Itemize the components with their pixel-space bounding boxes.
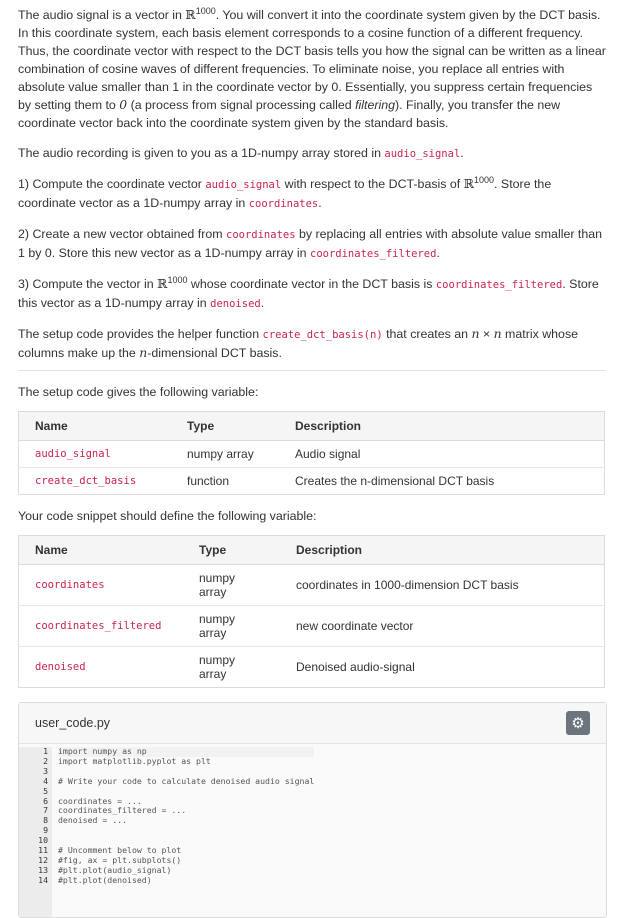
line-number: 10: [38, 835, 48, 846]
table-header-row: [19, 412, 605, 441]
var-coordinates: coordinates: [226, 229, 296, 241]
code-area[interactable]: [52, 747, 314, 917]
editor-filename: user_code.py: [35, 716, 111, 730]
line-number: 7: [43, 805, 48, 816]
section-divider: [18, 370, 606, 371]
var-desc: Denoised audio-signal: [280, 647, 605, 688]
code-line[interactable]: #plt.plot(audio_signal): [58, 864, 172, 875]
line-number: 3: [43, 765, 48, 776]
recording-paragraph: [18, 144, 606, 163]
col-name-header: Name: [19, 536, 184, 565]
dimension-exponent: 1000: [167, 274, 188, 285]
paragraph-text: The audio recording is given to you as a 1D-numpy array stored in: [18, 146, 385, 160]
line-number: 8: [43, 815, 48, 826]
table-header-row: [19, 536, 605, 565]
var-desc: coordinates in 1000-dimension DCT basis: [280, 565, 605, 606]
paragraph-text: .: [460, 146, 464, 160]
editor-header: [19, 703, 606, 744]
step-text: .: [436, 246, 440, 260]
gear-icon: ⚙: [571, 715, 585, 732]
var-denoised: denoised: [210, 298, 261, 310]
line-number-gutter: [19, 747, 52, 917]
var-name: create_dct_basis: [19, 468, 172, 495]
code-line[interactable]: import matplotlib.pyplot as plt: [58, 755, 211, 766]
var-desc: Creates the n-dimensional DCT basis: [279, 468, 605, 495]
var-type: function: [171, 468, 279, 495]
var-name: coordinates_filtered: [19, 606, 184, 647]
var-type: numpy array: [183, 565, 280, 606]
var-coordinates-filtered: coordinates_filtered: [435, 279, 563, 291]
step-text: 3) Compute the vector in: [18, 277, 158, 291]
var-coordinates-filtered: coordinates_filtered: [310, 248, 437, 260]
given-variables-table: [18, 411, 605, 495]
step-text: by replacing all entries with absolute value smaller than 1 by 0. Store this new vector as a 1D-numpy array in: [18, 227, 603, 260]
step-text: with respect to the DCT-basis of: [281, 177, 464, 191]
step-1: [18, 175, 606, 213]
func-create-dct-basis: create_dct_basis(n): [262, 329, 383, 341]
paragraph-text: matrix whose columns make up the: [18, 327, 579, 360]
code-line[interactable]: coordinates = ...: [58, 795, 142, 806]
code-line[interactable]: denoised = ...: [58, 815, 128, 826]
intro-text: ). Finally, you transfer the new coordinate vector back into the coordinate system given by the standard basis.: [18, 98, 561, 130]
paragraph-text: -dimensional DCT basis.: [147, 346, 282, 360]
real-symbol: ℝ: [463, 176, 475, 191]
step-text: 1) Compute the coordinate vector: [18, 177, 206, 191]
var-audio-signal: audio_signal: [384, 148, 461, 160]
n-math: n: [493, 326, 502, 341]
line-number: 5: [43, 785, 48, 796]
step-text: . Store this vector as a 1D-numpy array in: [18, 277, 599, 310]
paragraph-text: that creates an: [382, 327, 472, 341]
table-row: [19, 647, 605, 688]
step-text: .: [318, 196, 322, 210]
define-heading: Your code snippet should define the following variable:: [18, 509, 317, 523]
line-number: 4: [43, 775, 48, 786]
line-number: 2: [43, 755, 48, 766]
n-math: n: [139, 345, 148, 360]
code-line[interactable]: import numpy as np: [58, 747, 314, 757]
var-type: numpy array: [171, 441, 279, 468]
paragraph-text: The setup code provides the helper function: [18, 327, 263, 341]
step-text: whose coordinate vector in the DCT basis is: [187, 277, 436, 291]
line-number: 9: [43, 825, 48, 836]
helper-paragraph: [18, 325, 606, 362]
step-text: 2) Create a new vector obtained from: [18, 227, 226, 241]
n-math: n: [471, 326, 480, 341]
code-editor-card: [18, 702, 607, 918]
step-text: .: [260, 296, 265, 310]
code-editor[interactable]: [19, 744, 606, 917]
line-number: 6: [43, 795, 48, 806]
var-desc: new coordinate vector: [280, 606, 605, 647]
code-line[interactable]: coordinates_filtered = ...: [58, 805, 187, 816]
var-type: numpy array: [183, 606, 280, 647]
code-line[interactable]: #plt.plot(denoised): [58, 874, 152, 885]
table-row: [19, 606, 605, 647]
col-desc-header: Description: [280, 536, 605, 565]
intro-text: (a process from signal processing called: [127, 98, 356, 112]
var-coordinates: coordinates: [248, 198, 319, 210]
var-name: audio_signal: [19, 441, 172, 468]
var-name: denoised: [19, 647, 184, 688]
filtering-term: filtering: [355, 98, 396, 112]
given-heading: The setup code gives the following variable:: [18, 385, 259, 399]
col-type-header: Type: [171, 412, 279, 441]
real-symbol: ℝ: [185, 7, 196, 22]
define-variables-table: [18, 535, 605, 688]
table-row: [19, 468, 605, 495]
line-number: 1: [43, 746, 48, 756]
code-line[interactable]: [58, 826, 314, 836]
var-type: numpy array: [183, 647, 280, 688]
var-desc: Audio signal: [279, 441, 605, 468]
col-type-header: Type: [183, 536, 280, 565]
step-text: . Store the coordinate vector as a 1D-numpy array in: [18, 177, 552, 210]
code-line[interactable]: # Uncomment below to plot: [58, 845, 182, 856]
col-name-header: Name: [19, 412, 172, 441]
intro-paragraph: [18, 0, 606, 132]
code-line[interactable]: #fig, ax = plt.subplots(): [58, 854, 182, 865]
dimension-exponent: 1000: [195, 5, 216, 16]
zero-math: 0: [119, 97, 128, 112]
settings-button[interactable]: [566, 711, 590, 735]
step-2: [18, 225, 606, 263]
step-3: [18, 275, 606, 313]
times-symbol: ×: [479, 327, 494, 341]
var-name: coordinates: [19, 565, 184, 606]
line-number: 11: [38, 845, 48, 856]
intro-text: The audio signal is a vector in: [18, 8, 186, 22]
var-audio-signal: audio_signal: [205, 179, 282, 191]
dimension-exponent: 1000: [474, 174, 495, 185]
intro-text: . You will convert it into the coordinate system given by the DCT basis. In this coordinate system, each basis element corresponds to a cosine function of a different frequency. Thus, the coordinate vector with respect to the DCT basis tells you how the signal can be written as a linear combination of cosine waves of different frequencies. To eliminate noise, you replace all entries with absolute value smaller than 1 in the coordinate vector by 0. Essentially, you suppress certain frequencies by setting them to: [18, 8, 606, 112]
line-number: 12: [38, 854, 48, 865]
line-number: 14: [38, 874, 48, 885]
table-row: [19, 441, 605, 468]
line-number: 13: [38, 864, 48, 875]
real-symbol: ℝ: [157, 276, 168, 291]
table-row: [19, 565, 605, 606]
code-line[interactable]: # Write your code to calculate denoised audio signal: [58, 775, 315, 786]
col-desc-header: Description: [279, 412, 605, 441]
